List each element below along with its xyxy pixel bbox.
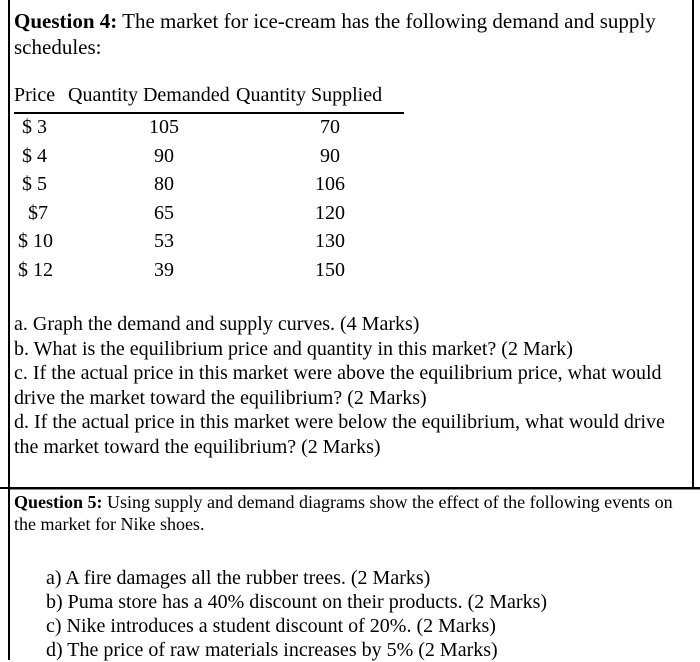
- question-divider-inner: [10, 489, 700, 490]
- cell-quantity-supplied: 150: [315, 258, 345, 281]
- header-quantity-supplied: Quantity Supplied: [236, 84, 383, 106]
- cell-quantity-supplied: 106: [315, 173, 345, 196]
- table-row: [14, 171, 404, 200]
- question-5-label: Question 5:: [14, 492, 103, 512]
- cell-price: $ 3: [22, 116, 47, 138]
- question-4-label: Question 4:: [14, 9, 118, 33]
- cell-quantity-demanded: 53: [154, 230, 174, 253]
- cell-quantity-demanded: 90: [154, 144, 174, 167]
- table-row: [14, 114, 404, 143]
- question-4-part-b: b. What is the equilibrium price and quantity in this market? (2 Mark): [14, 337, 573, 360]
- cell-quantity-supplied: 120: [315, 201, 345, 224]
- cell-quantity-demanded: 39: [154, 258, 174, 281]
- cell-quantity-demanded: 65: [154, 201, 174, 224]
- question-5-prompt: [14, 491, 684, 535]
- cell-price: $ 5: [22, 173, 47, 196]
- cell-price: $ 10: [18, 230, 53, 253]
- cell-price: $ 4: [22, 144, 47, 167]
- question-4-text: The market for ice-cream has the following demand and supply schedules:: [14, 9, 656, 59]
- cell-quantity-supplied: 70: [320, 116, 340, 138]
- question-4-parts: [14, 312, 684, 459]
- right-border: [692, 0, 694, 490]
- table-row: [14, 257, 404, 286]
- left-border: [8, 0, 10, 660]
- cell-quantity-supplied: 130: [315, 230, 345, 253]
- cell-quantity-demanded: 80: [154, 173, 174, 196]
- schedule-table: [14, 84, 404, 286]
- question-5-text: Using supply and demand diagrams show the effect of the following events on the market for Nike shoes.: [14, 492, 673, 534]
- question-5-items: [46, 566, 686, 662]
- question-5-item-a: a) A fire damages all the rubber trees. (2 Marks): [46, 567, 431, 589]
- question-4-part-d: d. If the actual price in this market were below the equilibrium, what would drive the market toward the equilibrium? (2 Marks): [14, 411, 665, 458]
- question-5-item-c: c) Nike introduces a student discount of 20%. (2 Marks): [46, 615, 496, 637]
- cell-quantity-supplied: 90: [320, 144, 340, 167]
- question-4-prompt: [14, 8, 684, 60]
- cell-price: $ 12: [18, 258, 53, 281]
- header-price: Price: [14, 84, 56, 106]
- table-row: [14, 228, 404, 257]
- question-4-part-c: c. If the actual price in this market were above the equilibrium price, what would drive the market toward the equilibrium? (2 Marks): [14, 362, 662, 409]
- table-row: [14, 143, 404, 172]
- question-5-item-d: d) The price of raw materials increases by 5% (2 Marks): [46, 639, 498, 661]
- header-quantity-demanded: Quantity Demanded: [68, 84, 230, 106]
- cell-quantity-demanded: 105: [149, 116, 179, 138]
- question-4-part-a: a. Graph the demand and supply curves. (4 Marks): [14, 313, 420, 335]
- table-row: [14, 200, 404, 229]
- question-5-item-b: b) Puma store has a 40% discount on their products. (2 Marks): [46, 591, 548, 613]
- cell-price: $7: [28, 201, 48, 224]
- table-header: [14, 84, 404, 114]
